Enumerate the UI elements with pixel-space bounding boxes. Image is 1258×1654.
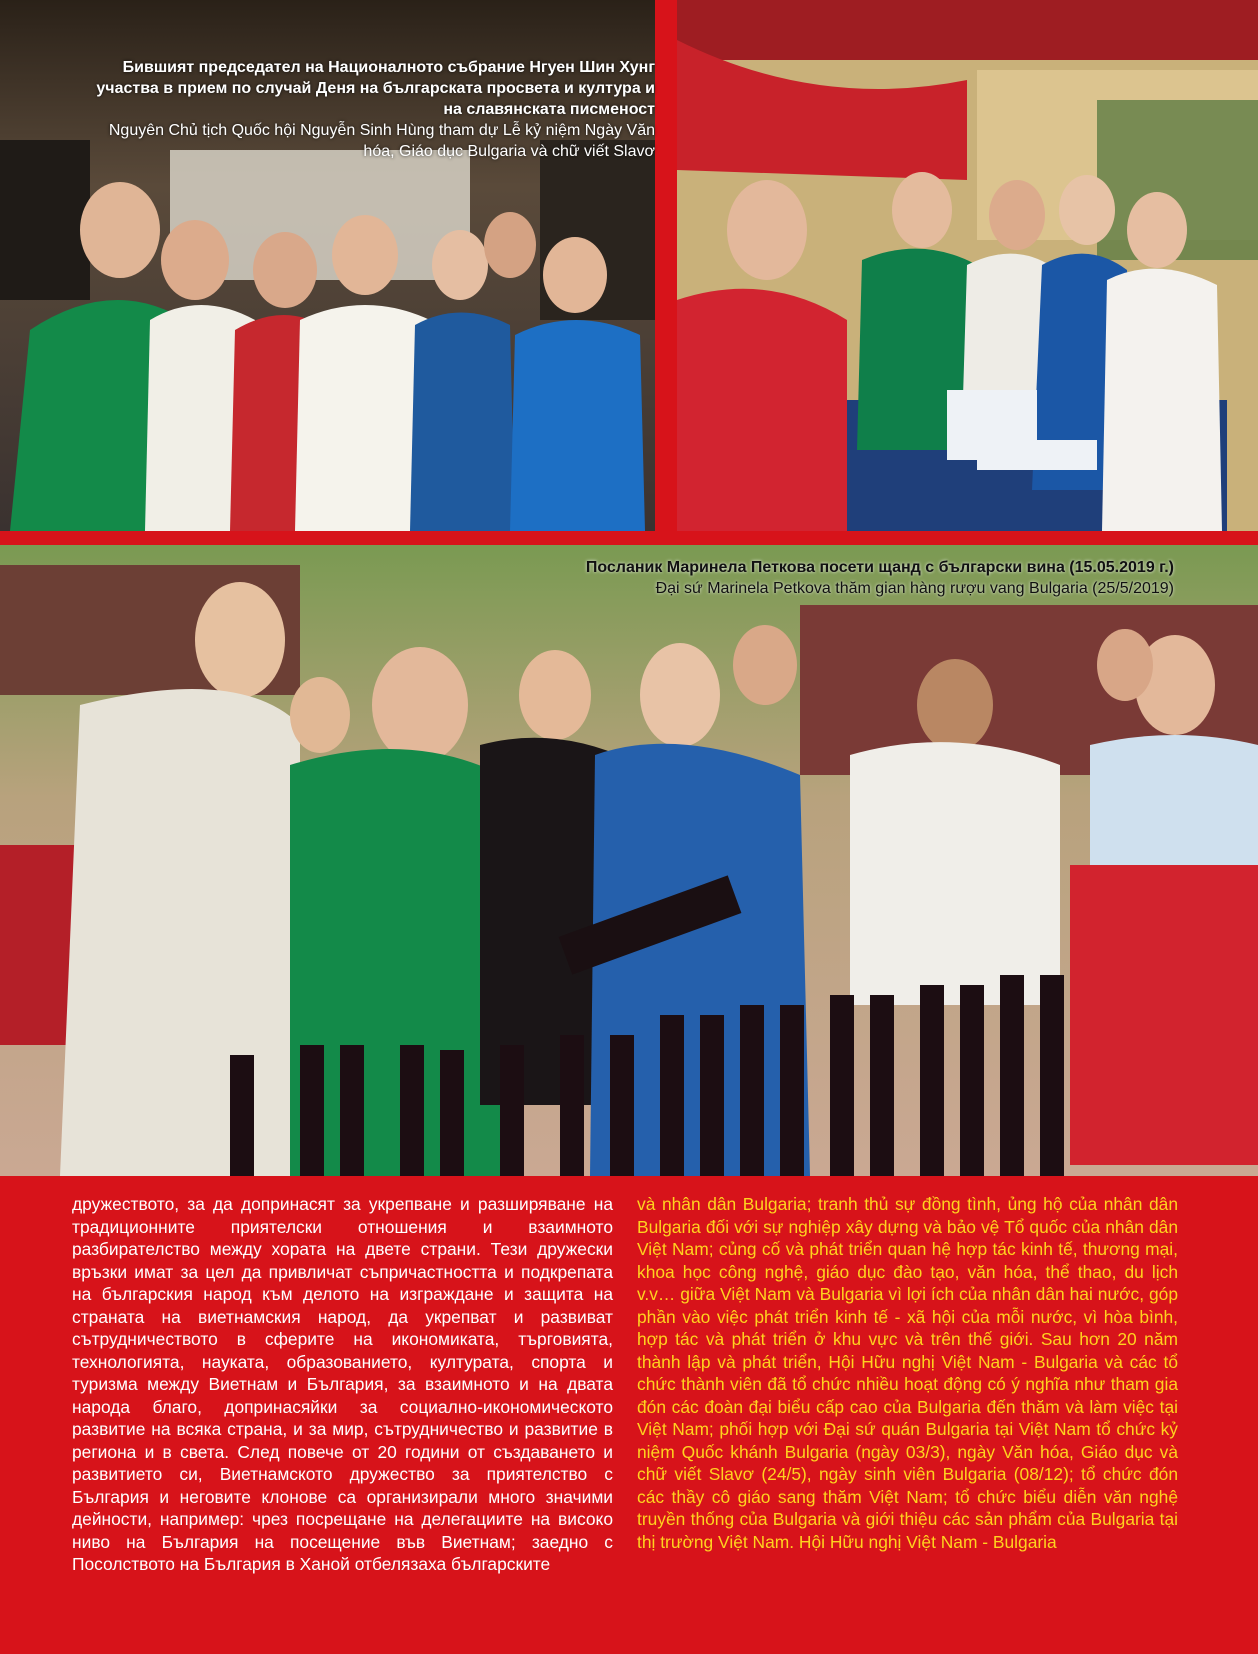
photo-booth-visit-image <box>677 0 1258 531</box>
caption-reception <box>95 57 655 162</box>
photo-booth-visit <box>677 0 1258 531</box>
article-column-bulgarian: дружеството, за да допринасят за укрепване и разширяване на традиционните приятелски отношения и взаимното разбирателство между хората на двете страни. Тези дружески връзки имат за цел да привличат съпричастността и подкрепата на българския народ към делото на изграждане и защита на страната на виетнамския народ, да укрепват и развиват сътрудничеството в сферите на икономиката, търговията, технологията, науката, образованието, културата, спорта и туризма между Виетнам и България, за взаимното и на двата народа благо, допринасяйки за социално-икономическото развитие на всяка страна, и за мир, сътрудничество и развитие в региона и в света. След повече от 20 години от създаването и развитието си, Виетнамското дружество за приятелство с България и неговите клонове са организирали много значими дейности, например: чрез посрещане на делегациите на високо ниво на България на посещение във Виетнам; заедно с Посолството на България в Ханой отбелязаха българските <box>72 1194 613 1574</box>
photo-wine-stand-image <box>0 545 1258 1176</box>
caption-reception-bulgarian: Бившият председател на Националното събрание Нгуен Шин Хунг участва в прием по случай Деня на българската просвета и култура и на славянската писменост <box>96 59 655 118</box>
caption-reception-vietnamese: Nguyên Chủ tịch Quốc hội Nguyễn Sinh Hùng tham dự Lễ kỷ niệm Ngày Văn hóa, Giáo dục Bulgaria và chữ viết Slavơ <box>108 122 655 160</box>
article-column-vietnamese: và nhân dân Bulgaria; tranh thủ sự đồng tình, ủng hộ của nhân dân Bulgaria đối với sự nghiệp xây dựng và bảo vệ Tổ quốc của nhân dân Việt Nam; củng cố và phát triển quan hệ hợp tác kinh tế, thương mại, khoa học công nghệ, giáo dục đào tạo, văn hóa, thể thao, du lịch v.v… giữa Việt Nam và Bulgaria vì lợi ích của nhân dân hai nước, góp phần vào việc phát triển kinh tế - xã hội của mỗi nước, vì hòa bình, hợp tác và phát triển ở khu vực và trên thế giới. Sau hơn 20 năm thành lập và phát triển, Hội Hữu nghị Việt Nam - Bulgaria và các tổ chức thành viên đã tổ chức nhiều hoạt động có ý nghĩa như tham gia đón các đoàn đại biểu cấp cao của Bulgaria đến thăm và làm việc tại Việt Nam; phối hợp với Đại sứ quán Bulgaria tại Việt Nam tổ chức kỷ niệm Quốc khánh Bulgaria (ngày 03/3), ngày Văn hóa, Giáo dục và chữ viết Slavơ (24/5), ngày sinh viên Bulgaria (08/12); tổ chức đón các thầy cô giáo sang thăm Việt Nam; tổ chức biểu diễn văn nghệ truyền thống của Bulgaria và giới thiệu các sản phẩm của Bulgaria tại thị trường Việt Nam. Hội Hữu nghị Việt Nam - Bulgaria <box>637 1194 1178 1552</box>
caption-wine-stand <box>454 557 1174 599</box>
caption-wine-stand-vietnamese: Đại sứ Marinela Petkova thăm gian hàng rượu vang Bulgaria (25/5/2019) <box>655 580 1174 597</box>
photo-wine-stand <box>0 545 1258 1176</box>
caption-wine-stand-bulgarian: Посланик Маринела Петкова посети щанд с български вина (15.05.2019 г.) <box>585 559 1174 576</box>
